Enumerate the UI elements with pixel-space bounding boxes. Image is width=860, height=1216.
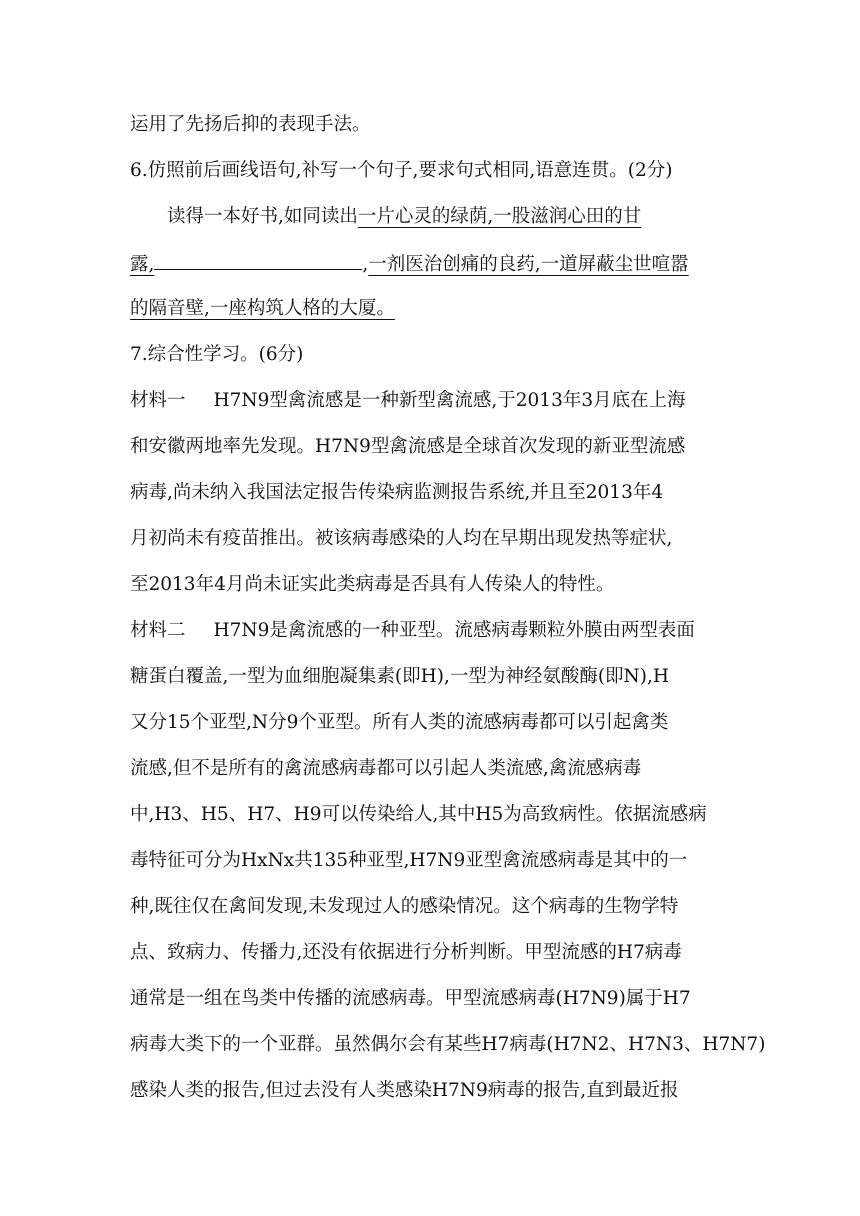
material-2-label: 材料二 [130, 620, 186, 641]
material-2-text: 流感,但不是所有的禽流感病毒都可以引起人类流感,禽流感病毒 [130, 758, 642, 779]
material-1-text: 和安徽两地率先发现。H7N9型禽流感是全球首次发现的新亚型流感 [130, 436, 686, 457]
question-6-separator: , [362, 254, 369, 275]
answer-blank[interactable] [154, 243, 362, 270]
material-2-line-5 [130, 795, 750, 835]
material-2-text: 又分15个亚型,N分9个亚型。所有人类的流感病毒都可以引起禽类 [130, 712, 669, 733]
material-2-line-6 [130, 841, 750, 881]
question-7-prompt-text: 7.综合性学习。(6分) [130, 344, 304, 365]
material-2-text: 通常是一组在鸟类中传播的流感病毒。甲型流感病毒(H7N9)属于H7 [130, 988, 691, 1009]
material-2-text: H7N9是禽流感的一种亚型。流感病毒颗粒外膜由两型表面 [213, 620, 695, 641]
material-2-line-1 [130, 611, 750, 651]
material-2-text: 感染人类的报告,但过去没有人类感染H7N9病毒的报告,直到最近报 [130, 1080, 679, 1101]
question-6-underlined-phrase-4: 的隔音壁,一座构筑人格的大厦。 [130, 298, 395, 319]
material-2-line-7 [130, 887, 750, 927]
material-1-line-4 [130, 519, 750, 559]
material-2-line-11 [130, 1071, 750, 1111]
material-2-text: 点、致病力、传播力,还没有依据进行分析判断。甲型流感的H7病毒 [130, 942, 682, 963]
question-6-underlined-phrase-1: 一片心灵的绿荫,一股滋润心田的甘 [357, 206, 642, 227]
material-2-line-3 [130, 703, 750, 743]
question-6-prompt [130, 151, 750, 191]
question-6-prompt-text: 6.仿照前后画线语句,补写一个句子,要求句式相同,语意连贯。(2分) [130, 160, 673, 181]
material-1-text: 月初尚未有疫苗推出。被该病毒感染的人均在早期出现发热等症状, [130, 528, 673, 549]
material-1-text: 至2013年4月尚未证实此类病毒是否具有人传染人的特性。 [130, 574, 615, 595]
continuation-line [130, 105, 750, 145]
material-2-text: 病毒大类下的一个亚群。虽然偶尔会有某些H7病毒(H7N2、H7N3、H7N7) [130, 1034, 766, 1055]
material-2-text: 毒特征可分为HxNx共135种亚型,H7N9亚型禽流感病毒是其中的一 [130, 850, 688, 871]
material-2-line-4 [130, 749, 750, 789]
material-1-line-2 [130, 427, 750, 467]
material-1-label: 材料一 [130, 390, 186, 411]
material-2-text: 糖蛋白覆盖,一型为血细胞凝集素(即H),一型为神经氨酸酶(即N),H [130, 666, 669, 687]
question-6-line-2 [130, 243, 750, 283]
material-2-line-8 [130, 933, 750, 973]
question-6-line-1 [167, 197, 787, 237]
question-6-underlined-phrase-3: 一剂医治创痛的良药,一道屏蔽尘世喧嚣 [368, 254, 689, 275]
question-7-prompt [130, 335, 750, 375]
material-1-line-5 [130, 565, 750, 605]
material-2-text: 种,既往仅在禽间发现,未发现过人的感染情况。这个病毒的生物学特 [130, 896, 679, 917]
question-6-underlined-phrase-2: 露, [130, 254, 155, 275]
question-6-line-3 [130, 289, 750, 329]
material-2-line-9 [130, 979, 750, 1019]
material-2-line-2 [130, 657, 750, 697]
material-1-line-1 [130, 381, 750, 421]
material-1-text: 病毒,尚未纳入我国法定报告传染病监测报告系统,并且至2013年4 [130, 482, 664, 503]
material-1-text: H7N9型禽流感是一种新型禽流感,于2013年3月底在上海 [213, 390, 686, 411]
continuation-text: 运用了先扬后抑的表现手法。 [130, 114, 371, 135]
material-2-line-10 [130, 1025, 766, 1065]
material-2-text: 中,H3、H5、H7、H9可以传染给人,其中H5为高致病性。依据流感病 [130, 804, 707, 825]
material-1-line-3 [130, 473, 750, 513]
question-6-lead-text: 读得一本好书,如同读出 [167, 206, 358, 227]
